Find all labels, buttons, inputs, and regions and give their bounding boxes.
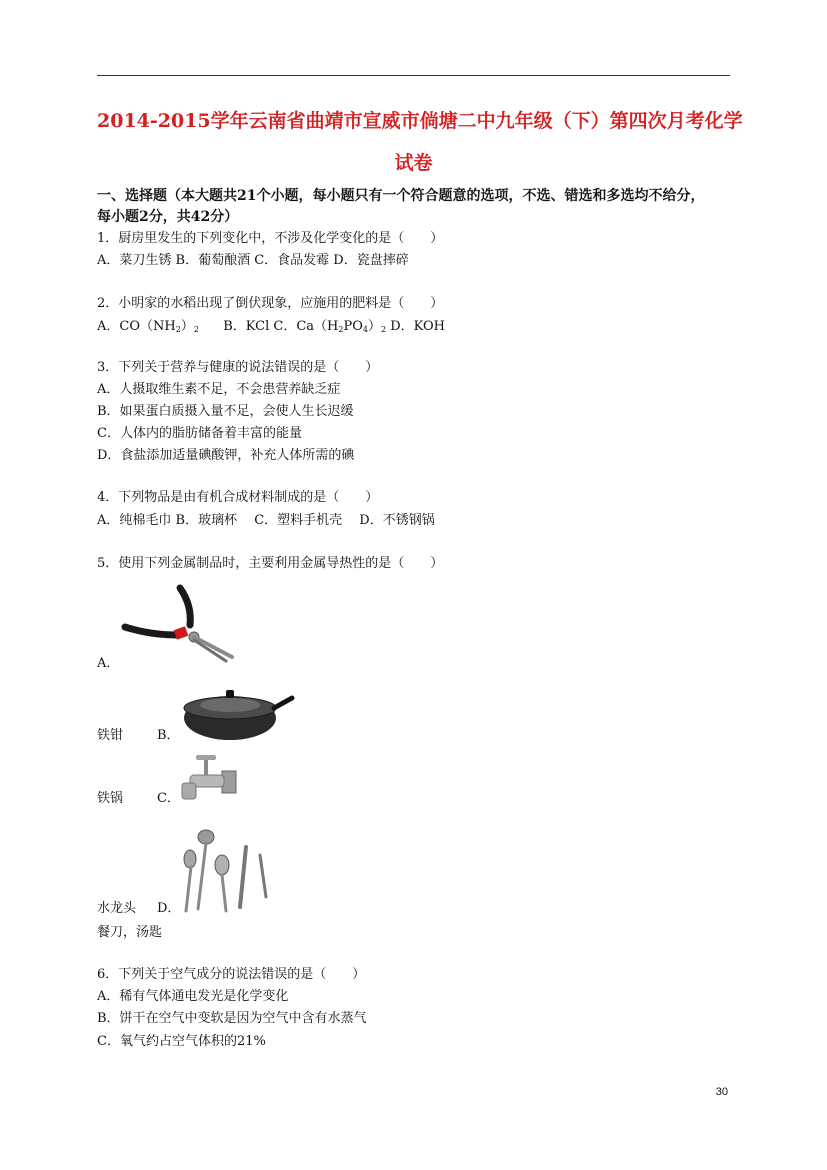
q5-option-a-name: 铁钳 [97, 728, 124, 743]
page-number: 30 [715, 1086, 728, 1098]
q3-option-c: C．人体内的脂肪储备着丰富的能量 [97, 426, 302, 441]
q5-option-c-label: C． [157, 791, 180, 806]
q2-option-b: B．KCl [223, 319, 270, 334]
q1-stem: 1．厨房里发生的下列变化中，不涉及化学变化的是（ ） [97, 231, 444, 246]
wok-image [180, 688, 295, 746]
q6-option-b: B．饼干在空气中变软是因为空气中含有水蒸气 [97, 1011, 367, 1026]
q5-option-a-label: A． [97, 656, 120, 671]
header-rule [97, 75, 730, 76]
section-heading-line1: 一、选择题（本大题共21个小题，每小题只有一个符合题意的选项，不选、错选和多选均不给分， [97, 188, 705, 204]
q3-option-d: D．食盐添加适量碘酸钾，补充人体所需的碘 [97, 448, 355, 463]
q5-option-b-name: 铁锅 [97, 791, 124, 806]
q2-stem: 2．小明家的水稻出现了倒伏现象，应施用的肥料是（ ） [97, 296, 444, 311]
pliers-image [120, 585, 240, 665]
q5-option-c-name: 水龙头 [97, 901, 137, 916]
q6-stem: 6．下列关于空气成分的说法错误的是（ ） [97, 967, 366, 982]
q3-option-a: A．人摄取维生素不足，不会患营养缺乏症 [97, 382, 341, 397]
q2-option-d: D．KOH [390, 319, 445, 334]
q3-stem: 3．下列关于营养与健康的说法错误的是（ ） [97, 360, 379, 375]
exam-title-line1: 2014-2015学年云南省曲靖市宣威市倘塘二中九年级（下）第四次月考化学 [97, 110, 743, 132]
q2-options [97, 318, 445, 336]
q3-option-b: B．如果蛋白质摄入量不足，会使人生长迟缓 [97, 404, 354, 419]
q2-option-a: A．$CO(NH_2)_2$ [97, 319, 199, 334]
q2-option-c: C．$Ca(H_2PO_4)_2$ [273, 319, 387, 334]
q4-options: A．纯棉毛巾 B．玻璃杯 C．塑料手机壳 D．不锈钢锅 [97, 513, 435, 528]
faucet-image [178, 753, 240, 805]
q5-stem: 5．使用下列金属制品时，主要利用金属导热性的是（ ） [97, 556, 444, 571]
q5-option-d-name: 餐刀，汤匙 [97, 925, 163, 940]
q4-stem: 4．下列物品是由有机合成材料制成的是（ ） [97, 490, 379, 505]
section-heading-line2: 每小题2分，共42分） [97, 209, 239, 225]
q5-option-d-label: D． [157, 901, 181, 916]
cutlery-image [176, 825, 276, 913]
q6-option-a: A．稀有气体通电发光是化学变化 [97, 989, 289, 1004]
q6-option-c: C．氧气约占空气体积的21% [97, 1034, 266, 1049]
exam-title-line2: 试卷 [394, 152, 433, 174]
q5-option-b-label: B． [157, 728, 180, 743]
q1-options: A．菜刀生锈 B．葡萄酿酒 C．食品发霉 D．瓷盘摔碎 [97, 253, 409, 268]
